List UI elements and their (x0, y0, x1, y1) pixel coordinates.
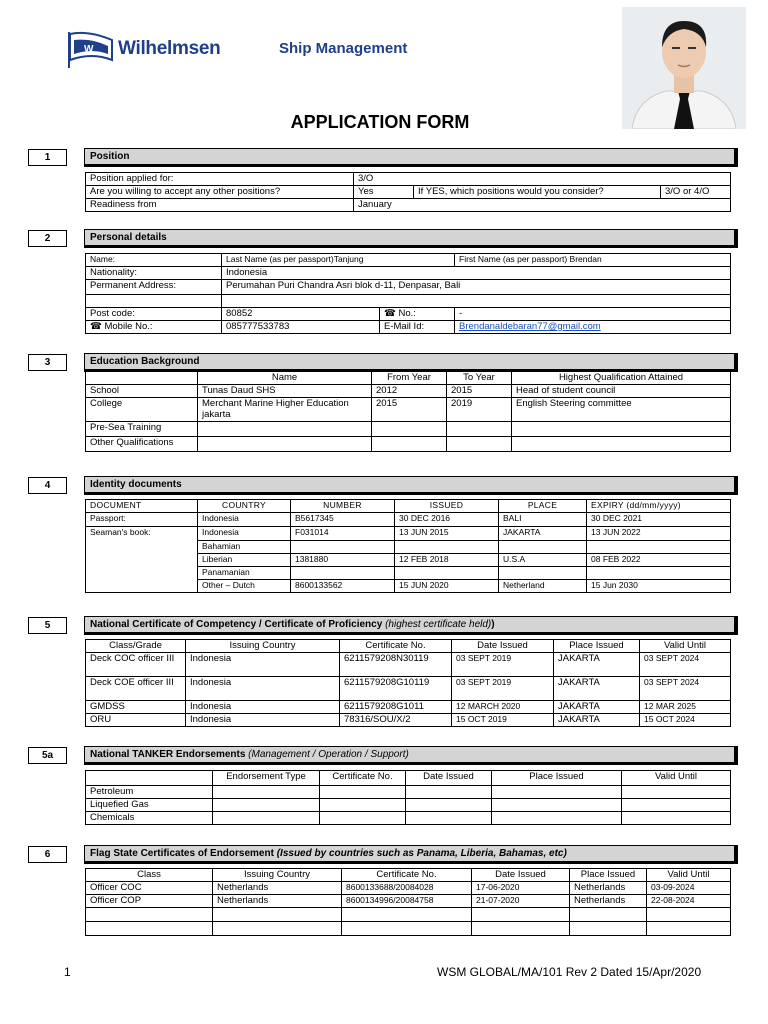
id-header-document: DOCUMENT (86, 500, 198, 513)
coc-table (85, 639, 731, 727)
email-label: E-Mail Id: (380, 321, 455, 334)
table-row: Chemicals (86, 812, 731, 825)
table-row: Bahamian (86, 540, 731, 553)
position-table (85, 172, 731, 212)
table-row: GMDSS Indonesia 6211579208G1011 12 MARCH 2020 JAKARTA 12 MAR 2025 (86, 701, 731, 714)
table-row: Liberian 1381880 12 FEB 2018 U.S.A 08 FEB 2022 (86, 553, 731, 566)
section-number: 3 (28, 354, 67, 371)
table-row: Liquefied Gas (86, 799, 731, 812)
table-row: Officer COP Netherlands 8600134996/20084758 21-07-2020 Netherlands 22-08-2024 (86, 895, 731, 908)
education-corner (86, 372, 198, 385)
section-number: 6 (28, 846, 67, 863)
address-label: Permanent Address: (86, 280, 222, 295)
other-positions-label: Are you willing to accept any other positions? (86, 186, 354, 199)
education-table (85, 371, 731, 452)
section-title-flag: Flag State Certificates of Endorsement (Issued by countries such as Panama, Liberia, Bahamas, etc) (84, 845, 738, 864)
section-title-position: Position (84, 148, 738, 167)
table-row (86, 922, 731, 936)
flag-header-country: Issuing Country (213, 869, 342, 882)
address-spacer (86, 295, 222, 308)
personal-table (85, 253, 731, 334)
tanker-header-date: Date Issued (406, 771, 492, 786)
brand-name: Wilhelmsen (118, 38, 221, 59)
tanker-table (85, 770, 731, 825)
id-header-place: PLACE (499, 500, 587, 513)
id-header-issued: ISSUED (395, 500, 499, 513)
coc-header-valid: Valid Until (640, 640, 731, 653)
edu-header-name: Name (198, 372, 372, 385)
other-positions-value[interactable]: Yes (354, 186, 414, 199)
nationality-label: Nationality: (86, 267, 222, 280)
table-row: Panamanian (86, 566, 731, 579)
which-positions-value[interactable]: 3/O or 4/O (661, 186, 731, 199)
phone-label: ☎ No.: (380, 308, 455, 321)
table-row: School Tunas Daud SHS 2012 2015 Head of student council (86, 385, 731, 398)
tanker-header-place: Place Issued (492, 771, 622, 786)
section-title-education: Education Background (84, 353, 738, 372)
flag-table (85, 868, 731, 936)
position-applied-label: Position applied for: (86, 173, 354, 186)
tanker-header-cert: Certificate No. (320, 771, 406, 786)
readiness-value[interactable]: January (354, 199, 731, 212)
edu-header-from: From Year (372, 372, 447, 385)
table-row (86, 908, 731, 922)
id-header-expiry: EXPIRY (dd/mm/yyyy) (587, 500, 731, 513)
section-number: 5 (28, 617, 67, 634)
table-row: Deck COE officer III Indonesia 6211579208G10119 03 SEPT 2019 JAKARTA 03 SEPT 2024 (86, 677, 731, 701)
flag-header-date: Date Issued (472, 869, 570, 882)
coc-header-grade: Class/Grade (86, 640, 186, 653)
postcode-field[interactable]: 80852 (222, 308, 380, 321)
table-row: Passport: Indonesia B5617345 30 DEC 2016 BALI 30 DEC 2021 (86, 513, 731, 527)
section-number: 4 (28, 477, 67, 494)
flag-logo-icon (66, 30, 122, 70)
table-row: Pre-Sea Training (86, 422, 731, 437)
id-header-country: COUNTRY (198, 500, 291, 513)
table-row: Other Qualifications (86, 437, 731, 452)
address-line-2[interactable] (222, 295, 731, 308)
section-title-personal: Personal details (84, 229, 738, 248)
table-row: Petroleum (86, 786, 731, 799)
email-link[interactable]: Brendanaldebaran77@gmail.com (459, 321, 601, 332)
section-title-coc: National Certificate of Competency / Certificate of Proficiency (highest certificate held)) (84, 616, 738, 635)
page-number: 1 (64, 965, 71, 979)
tanker-corner (86, 771, 213, 786)
applicant-photo (622, 7, 746, 129)
coc-header-cert: Certificate No. (340, 640, 452, 653)
section-title-tanker: National TANKER Endorsements (Management / Operation / Support) (84, 746, 738, 765)
postcode-label: Post code: (86, 308, 222, 321)
svg-text:W: W (84, 44, 94, 55)
position-applied-value[interactable]: 3/O (354, 173, 731, 186)
mobile-label: ☎ Mobile No.: (86, 321, 222, 334)
name-label: Name: (86, 254, 222, 267)
flag-header-cert: Certificate No. (342, 869, 472, 882)
division-name: Ship Management (279, 40, 408, 57)
coc-header-place: Place Issued (554, 640, 640, 653)
edu-header-qual: Highest Qualification Attained (512, 372, 731, 385)
tanker-header-valid: Valid Until (622, 771, 731, 786)
table-row: Deck COC officer III Indonesia 6211579208N30119 03 SEPT 2019 JAKARTA 03 SEPT 2024 (86, 653, 731, 677)
flag-header-class: Class (86, 869, 213, 882)
table-row: Other – Dutch 8600133562 15 JUN 2020 Netherland 15 Jun 2030 (86, 579, 731, 593)
coc-header-date: Date Issued (452, 640, 554, 653)
edu-header-to: To Year (447, 372, 512, 385)
mobile-field[interactable]: 085777533783 (222, 321, 380, 334)
section-number: 1 (28, 149, 67, 166)
id-header-number: NUMBER (291, 500, 395, 513)
phone-field[interactable]: - (455, 308, 731, 321)
readiness-label: Readiness from (86, 199, 354, 212)
flag-header-place: Place Issued (570, 869, 647, 882)
which-positions-label: If YES, which positions would you consider? (414, 186, 661, 199)
tanker-header-type: Endorsement Type (213, 771, 320, 786)
address-field[interactable]: Perumahan Puri Chandra Asri blok d-11, Denpasar, Bali (222, 280, 731, 295)
section-title-identity: Identity documents (84, 476, 738, 495)
section-number: 2 (28, 230, 67, 247)
identity-table (85, 499, 731, 593)
first-name-field[interactable]: First Name (as per passport) Brendan (455, 254, 731, 267)
nationality-field[interactable]: Indonesia (222, 267, 731, 280)
table-row: ORU Indonesia 78316/SOU/X/2 15 OCT 2019 JAKARTA 15 OCT 2024 (86, 714, 731, 727)
flag-header-valid: Valid Until (647, 869, 731, 882)
document-reference: WSM GLOBAL/MA/101 Rev 2 Dated 15/Apr/2020 (437, 965, 702, 979)
email-field[interactable] (455, 321, 731, 334)
section-number: 5a (28, 747, 67, 764)
form-title: APPLICATION FORM (290, 112, 470, 132)
table-row: Seaman's book: Indonesia F031014 13 JUN 2015 JAKARTA 13 JUN 2022 (86, 527, 731, 541)
last-name-field[interactable]: Last Name (as per passport)Tanjung (222, 254, 455, 267)
coc-header-country: Issuing Country (186, 640, 340, 653)
table-row: Officer COC Netherlands 8600133688/20084028 17-06-2020 Netherlands 03-09-2024 (86, 882, 731, 895)
table-row: College Merchant Marine Higher Education jakarta 2015 2019 English Steering committee (86, 398, 731, 422)
